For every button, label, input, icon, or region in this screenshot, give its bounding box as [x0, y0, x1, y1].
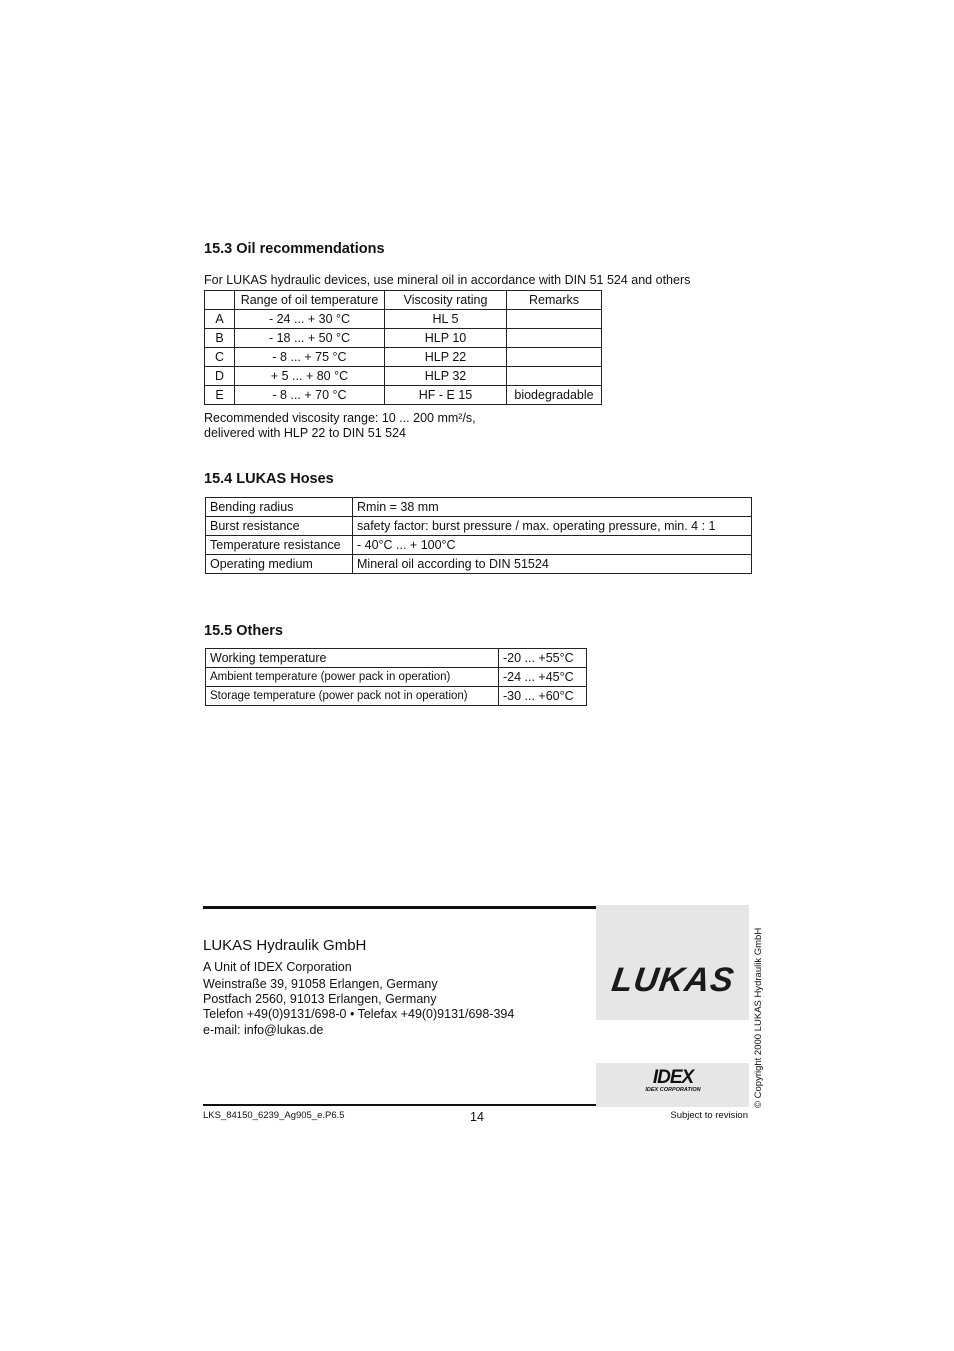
table-row [205, 348, 602, 367]
document-code: LKS_84150_6239_Ag905_e.P6.5 [203, 1110, 345, 1121]
table-cell: E [205, 386, 235, 405]
address-street: Weinstraße 39, 91058 Erlangen, Germany [203, 977, 438, 991]
table-cell: HLP 10 [385, 329, 507, 348]
company-unit: A Unit of IDEX Corporation [203, 960, 352, 974]
table-cell: C [205, 348, 235, 367]
table-header-cell: Viscosity rating [385, 291, 507, 310]
table-cell [507, 348, 602, 367]
table-cell: - 18 ... + 50 °C [235, 329, 385, 348]
table-cell: - 8 ... + 75 °C [235, 348, 385, 367]
lukas-logo: LUKAS [609, 961, 737, 999]
table-cell: -24 ... +45°C [499, 668, 587, 687]
section-heading-others: 15.5 Others [204, 623, 283, 639]
table-cell: - 8 ... + 70 °C [235, 386, 385, 405]
table-row [205, 329, 602, 348]
viscosity-note: Recommended viscosity range: 10 ... 200 mm²/s, [204, 411, 476, 425]
table-header-cell: Remarks [507, 291, 602, 310]
table-cell: A [205, 310, 235, 329]
table-cell [507, 329, 602, 348]
delivery-note: delivered with HLP 22 to DIN 51 524 [204, 426, 406, 440]
section-heading-oil: 15.3 Oil recommendations [204, 241, 385, 257]
table-cell: HLP 22 [385, 348, 507, 367]
contact-phone-fax: Telefon +49(0)9131/698-0 • Telefax +49(0)9131/698-394 [203, 1007, 515, 1021]
table-cell: Storage temperature (power pack not in operation) [206, 687, 499, 706]
oil-table [204, 290, 602, 405]
table-cell: -30 ... +60°C [499, 687, 587, 706]
table-row [205, 310, 602, 329]
idex-logo-mark: IDEX [652, 1067, 694, 1088]
table-row [206, 498, 752, 517]
table-cell: Working temperature [206, 649, 499, 668]
contact-email: e-mail: info@lukas.de [203, 1023, 324, 1037]
others-table [205, 648, 587, 706]
table-cell: Temperature resistance [206, 536, 353, 555]
idex-logo-subtitle: IDEX CORPORATION [645, 1087, 701, 1093]
table-row [206, 517, 752, 536]
address-postbox: Postfach 2560, 91013 Erlangen, Germany [203, 992, 437, 1006]
table-row [206, 536, 752, 555]
table-row [205, 367, 602, 386]
table-cell: + 5 ... + 80 °C [235, 367, 385, 386]
table-cell: B [205, 329, 235, 348]
table-cell [507, 310, 602, 329]
table-cell: -20 ... +55°C [499, 649, 587, 668]
idex-logo [640, 1068, 706, 1094]
table-cell: HF - E 15 [385, 386, 507, 405]
table-cell: Operating medium [206, 555, 353, 574]
table-cell [507, 367, 602, 386]
table-header-row [205, 291, 602, 310]
table-row [206, 649, 587, 668]
table-header-cell [205, 291, 235, 310]
copyright-vertical: © Copyright 2000 LUKAS Hydraulik GmbH [753, 927, 764, 1108]
table-cell: Mineral oil according to DIN 51524 [353, 555, 752, 574]
table-row [206, 668, 587, 687]
table-cell: D [205, 367, 235, 386]
table-cell: Rmin = 38 mm [353, 498, 752, 517]
table-cell: Ambient temperature (power pack in operation) [206, 668, 499, 687]
table-cell: - 24 ... + 30 °C [235, 310, 385, 329]
table-cell: biodegradable [507, 386, 602, 405]
table-cell: HL 5 [385, 310, 507, 329]
hoses-table [205, 497, 752, 574]
table-header-cell: Range of oil temperature [235, 291, 385, 310]
page-number: 14 [470, 1110, 484, 1124]
table-cell: safety factor: burst pressure / max. operating pressure, min. 4 : 1 [353, 517, 752, 536]
footer-top-rule [203, 906, 596, 909]
section-heading-hoses: 15.4 LUKAS Hoses [204, 471, 334, 487]
table-row [205, 386, 602, 405]
table-cell: - 40°C ... + 100°C [353, 536, 752, 555]
revision-note: Subject to revision [670, 1110, 748, 1121]
table-cell: HLP 32 [385, 367, 507, 386]
table-row [206, 687, 587, 706]
table-cell: Bending radius [206, 498, 353, 517]
oil-intro: For LUKAS hydraulic devices, use mineral oil in accordance with DIN 51 524 and others [204, 273, 691, 287]
table-row [206, 555, 752, 574]
company-name: LUKAS Hydraulik GmbH [203, 937, 367, 954]
footer-bottom-rule [203, 1104, 596, 1106]
table-cell: Burst resistance [206, 517, 353, 536]
